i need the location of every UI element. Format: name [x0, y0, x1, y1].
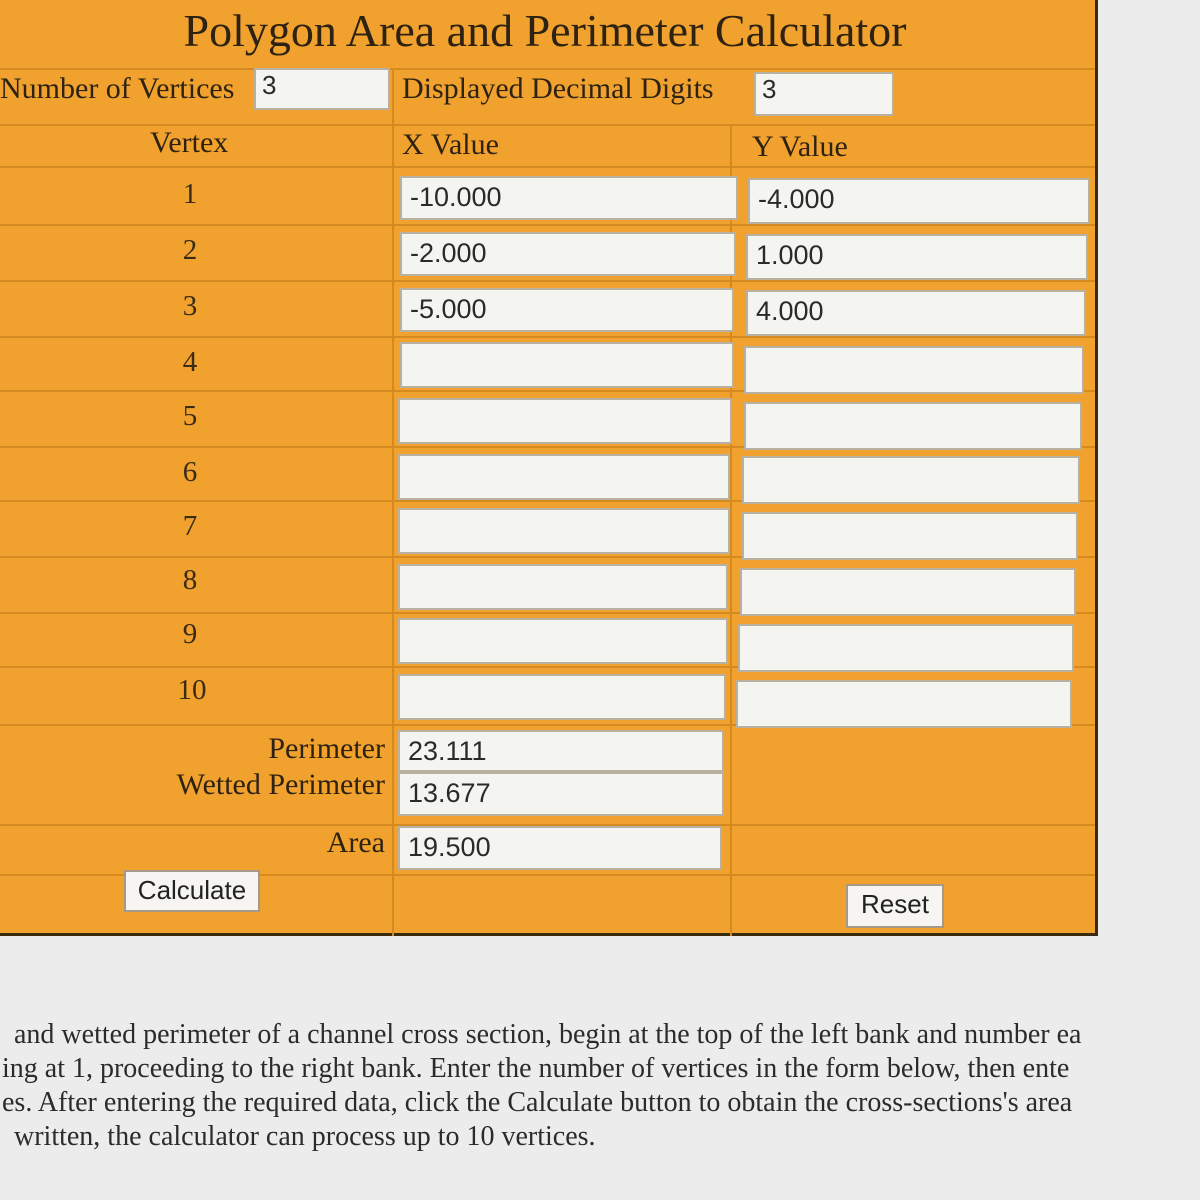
- x-value-input[interactable]: -2.000: [400, 232, 736, 276]
- vertex-number: 6: [182, 456, 198, 488]
- x-value-input[interactable]: [398, 398, 732, 444]
- digits-input[interactable]: 3: [754, 72, 894, 116]
- grid-line: [0, 224, 1095, 226]
- instructions-text: [0, 1018, 1200, 1154]
- x-value-input[interactable]: [398, 564, 728, 610]
- y-value-input[interactable]: [744, 346, 1084, 394]
- y-value-input[interactable]: -4.000: [748, 178, 1090, 224]
- grid-line: [0, 336, 1095, 338]
- vertex-number: 2: [182, 234, 198, 266]
- vertex-number: 1: [182, 178, 198, 210]
- vertices-label: Number of Vertices: [0, 72, 235, 105]
- y-value-input[interactable]: [742, 512, 1078, 560]
- instructions-line: ing at 1, proceeding to the right bank. Enter the number of vertices in the form below, then ente: [2, 1053, 1070, 1084]
- x-column-header: X Value: [402, 128, 499, 161]
- digits-label: Displayed Decimal Digits: [402, 72, 714, 105]
- vertex-number: 5: [182, 400, 198, 432]
- y-value-input[interactable]: [736, 680, 1072, 728]
- x-value-input[interactable]: [398, 674, 726, 720]
- y-column-header: Y Value: [752, 130, 848, 163]
- vertex-number: 8: [182, 564, 198, 596]
- calculate-button[interactable]: Calculate: [124, 870, 260, 912]
- vertices-input[interactable]: 3: [254, 68, 390, 110]
- wetted-perimeter-output: 13.677: [398, 772, 724, 816]
- y-value-input[interactable]: [740, 568, 1076, 616]
- y-value-input[interactable]: 4.000: [746, 290, 1086, 336]
- grid-line: [0, 166, 1095, 168]
- perimeter-output: 23.111: [398, 730, 724, 772]
- grid-line: [0, 68, 1095, 70]
- x-value-input[interactable]: -5.000: [400, 288, 734, 332]
- vertex-column-header: Vertex: [150, 126, 229, 159]
- vertex-number: 10: [177, 674, 207, 706]
- x-value-input[interactable]: [398, 508, 730, 554]
- grid-line: [0, 280, 1095, 282]
- x-value-input[interactable]: [398, 618, 728, 664]
- x-value-input[interactable]: -10.000: [400, 176, 738, 220]
- instructions-line: written, the calculator can process up to 10 vertices.: [14, 1121, 596, 1152]
- area-label: Area: [326, 826, 385, 859]
- instructions-line: es. After entering the required data, click the Calculate button to obtain the cross-sections's area: [2, 1087, 1073, 1118]
- reset-button[interactable]: Reset: [846, 884, 944, 928]
- perimeter-label: Perimeter: [268, 732, 385, 765]
- y-value-input[interactable]: [742, 456, 1080, 504]
- vertex-number: 9: [182, 618, 198, 650]
- vertex-number: 7: [182, 510, 198, 542]
- page-title: Polygon Area and Perimeter Calculator: [183, 5, 907, 56]
- y-value-input[interactable]: [744, 402, 1082, 450]
- vertex-number: 4: [182, 346, 198, 378]
- x-value-input[interactable]: [398, 454, 730, 500]
- grid-line: [392, 68, 394, 936]
- x-value-input[interactable]: [400, 342, 734, 388]
- wetted-perimeter-label: Wetted Perimeter: [176, 768, 385, 801]
- y-value-input[interactable]: 1.000: [746, 234, 1088, 280]
- vertex-number: 3: [182, 290, 198, 322]
- area-output: 19.500: [398, 826, 722, 870]
- instructions-line: and wetted perimeter of a channel cross section, begin at the top of the left bank and number ea: [14, 1019, 1082, 1050]
- y-value-input[interactable]: [738, 624, 1074, 672]
